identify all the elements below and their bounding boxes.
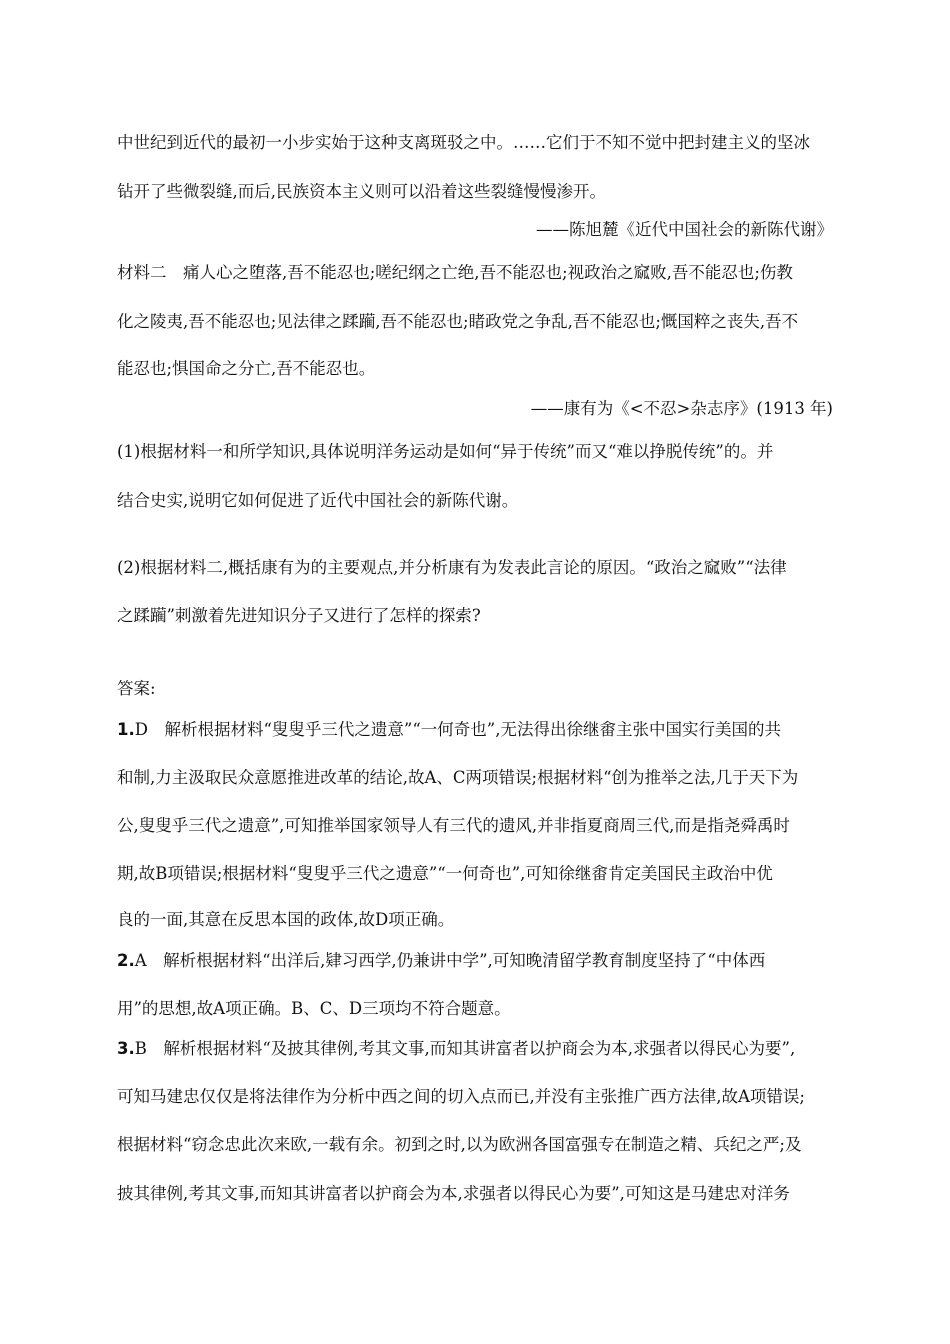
answer-1-line-4: 期,故B项错误;根据材料“叟叟乎三代之遗意”“一何奇也”,可知徐继畬肯定美国民主政治中优 xyxy=(117,864,773,883)
question-2-line-2: 之蹂躏”刺激着先进知识分子又进行了怎样的探索? xyxy=(117,606,481,625)
question-1-line-1: (1)根据材料一和所学知识,具体说明洋务运动是如何“异于传统”而又“难以挣脱传统”的。并 xyxy=(117,442,774,461)
answer-1-line-2: 和制,力主汲取民众意愿推进改革的结论,故A、C两项错误;根据材料“创为推举之法,几于天下为 xyxy=(117,768,799,787)
answer-2-line-2: 用”的思想,故A项正确。B、C、D三项均不符合题意。 xyxy=(117,999,511,1018)
answer-2-line-1 xyxy=(117,949,833,973)
answer-1-line-3: 公,叟叟乎三代之遗意”,可知推举国家领导人有三代的遗风,并非指夏商周三代,而是指尧舜禹时 xyxy=(117,816,790,835)
answers-heading: 答案: xyxy=(117,679,156,698)
answer-3-line-1 xyxy=(117,1037,833,1061)
material-two-line-3: 能忍也;惧国命之分亡,吾不能忍也。 xyxy=(117,359,376,378)
answer-3-text-1: B 解析根据材料“及披其律例,考其文事,而知其讲富者以护商会为本,求强者以得民心为要”, xyxy=(134,1039,796,1058)
material-one-source: ——陈旭麓《近代中国社会的新陈代谢》 xyxy=(536,220,833,239)
material-two-line-1: 材料二 痛人心之堕落,吾不能忍也;嗟纪纲之亡绝,吾不能忍也;视政治之窳败,吾不能忍也;伤教 xyxy=(117,263,793,282)
answer-1-text-1: D 解析根据材料“叟叟乎三代之遗意”“一何奇也”,无法得出徐继畬主张中国实行美国的共 xyxy=(134,720,781,739)
material-two-line-2: 化之陵夷,吾不能忍也;见法律之蹂躏,吾不能忍也;睹政党之争乱,吾不能忍也;慨国粹之丧失,吾不 xyxy=(117,312,799,331)
answer-3-line-4: 披其律例,考其文事,而知其讲富者以护商会为本,求强者以得民心为要”,可知这是马建忠对洋务 xyxy=(117,1184,790,1203)
answer-2-text-1: A 解析根据材料“出洋后,肄习西学,仍兼讲中学”,可知晚清留学教育制度坚持了“中体西 xyxy=(134,951,766,970)
material-one-line-1: 中世纪到近代的最初一小步实始于这种支离斑驳之中。……它们于不知不觉中把封建主义的坚冰 xyxy=(117,133,810,152)
material-one-line-2: 钻开了些微裂缝,而后,民族资本主义则可以沿着这些裂缝慢慢渗开。 xyxy=(117,182,606,201)
answer-3-line-3: 根据材料“窃念忠此次来欧,一载有余。初到之时,以为欧洲各国富强专在制造之精、兵纪之严;及 xyxy=(117,1135,802,1154)
answer-1-line-5: 良的一面,其意在反思本国的政体,故D项正确。 xyxy=(117,910,455,929)
answer-1-line-1 xyxy=(117,718,833,742)
answer-3-number: 3. xyxy=(117,1039,135,1058)
answer-1-number: 1. xyxy=(117,720,135,739)
answer-3-line-2: 可知马建忠仅仅是将法律作为分析中西之间的切入点而已,并没有主张推广西方法律,故A项错误; xyxy=(117,1087,805,1106)
answer-2-number: 2. xyxy=(117,951,135,970)
material-two-source: ——康有为《<不忍>杂志序》(1913 年) xyxy=(530,399,833,418)
question-2-line-1: (2)根据材料二,概括康有为的主要观点,并分析康有为发表此言论的原因。“政治之窳败”“法律 xyxy=(117,558,787,577)
question-1-line-2: 结合史实,说明它如何促进了近代中国社会的新陈代谢。 xyxy=(117,491,519,510)
